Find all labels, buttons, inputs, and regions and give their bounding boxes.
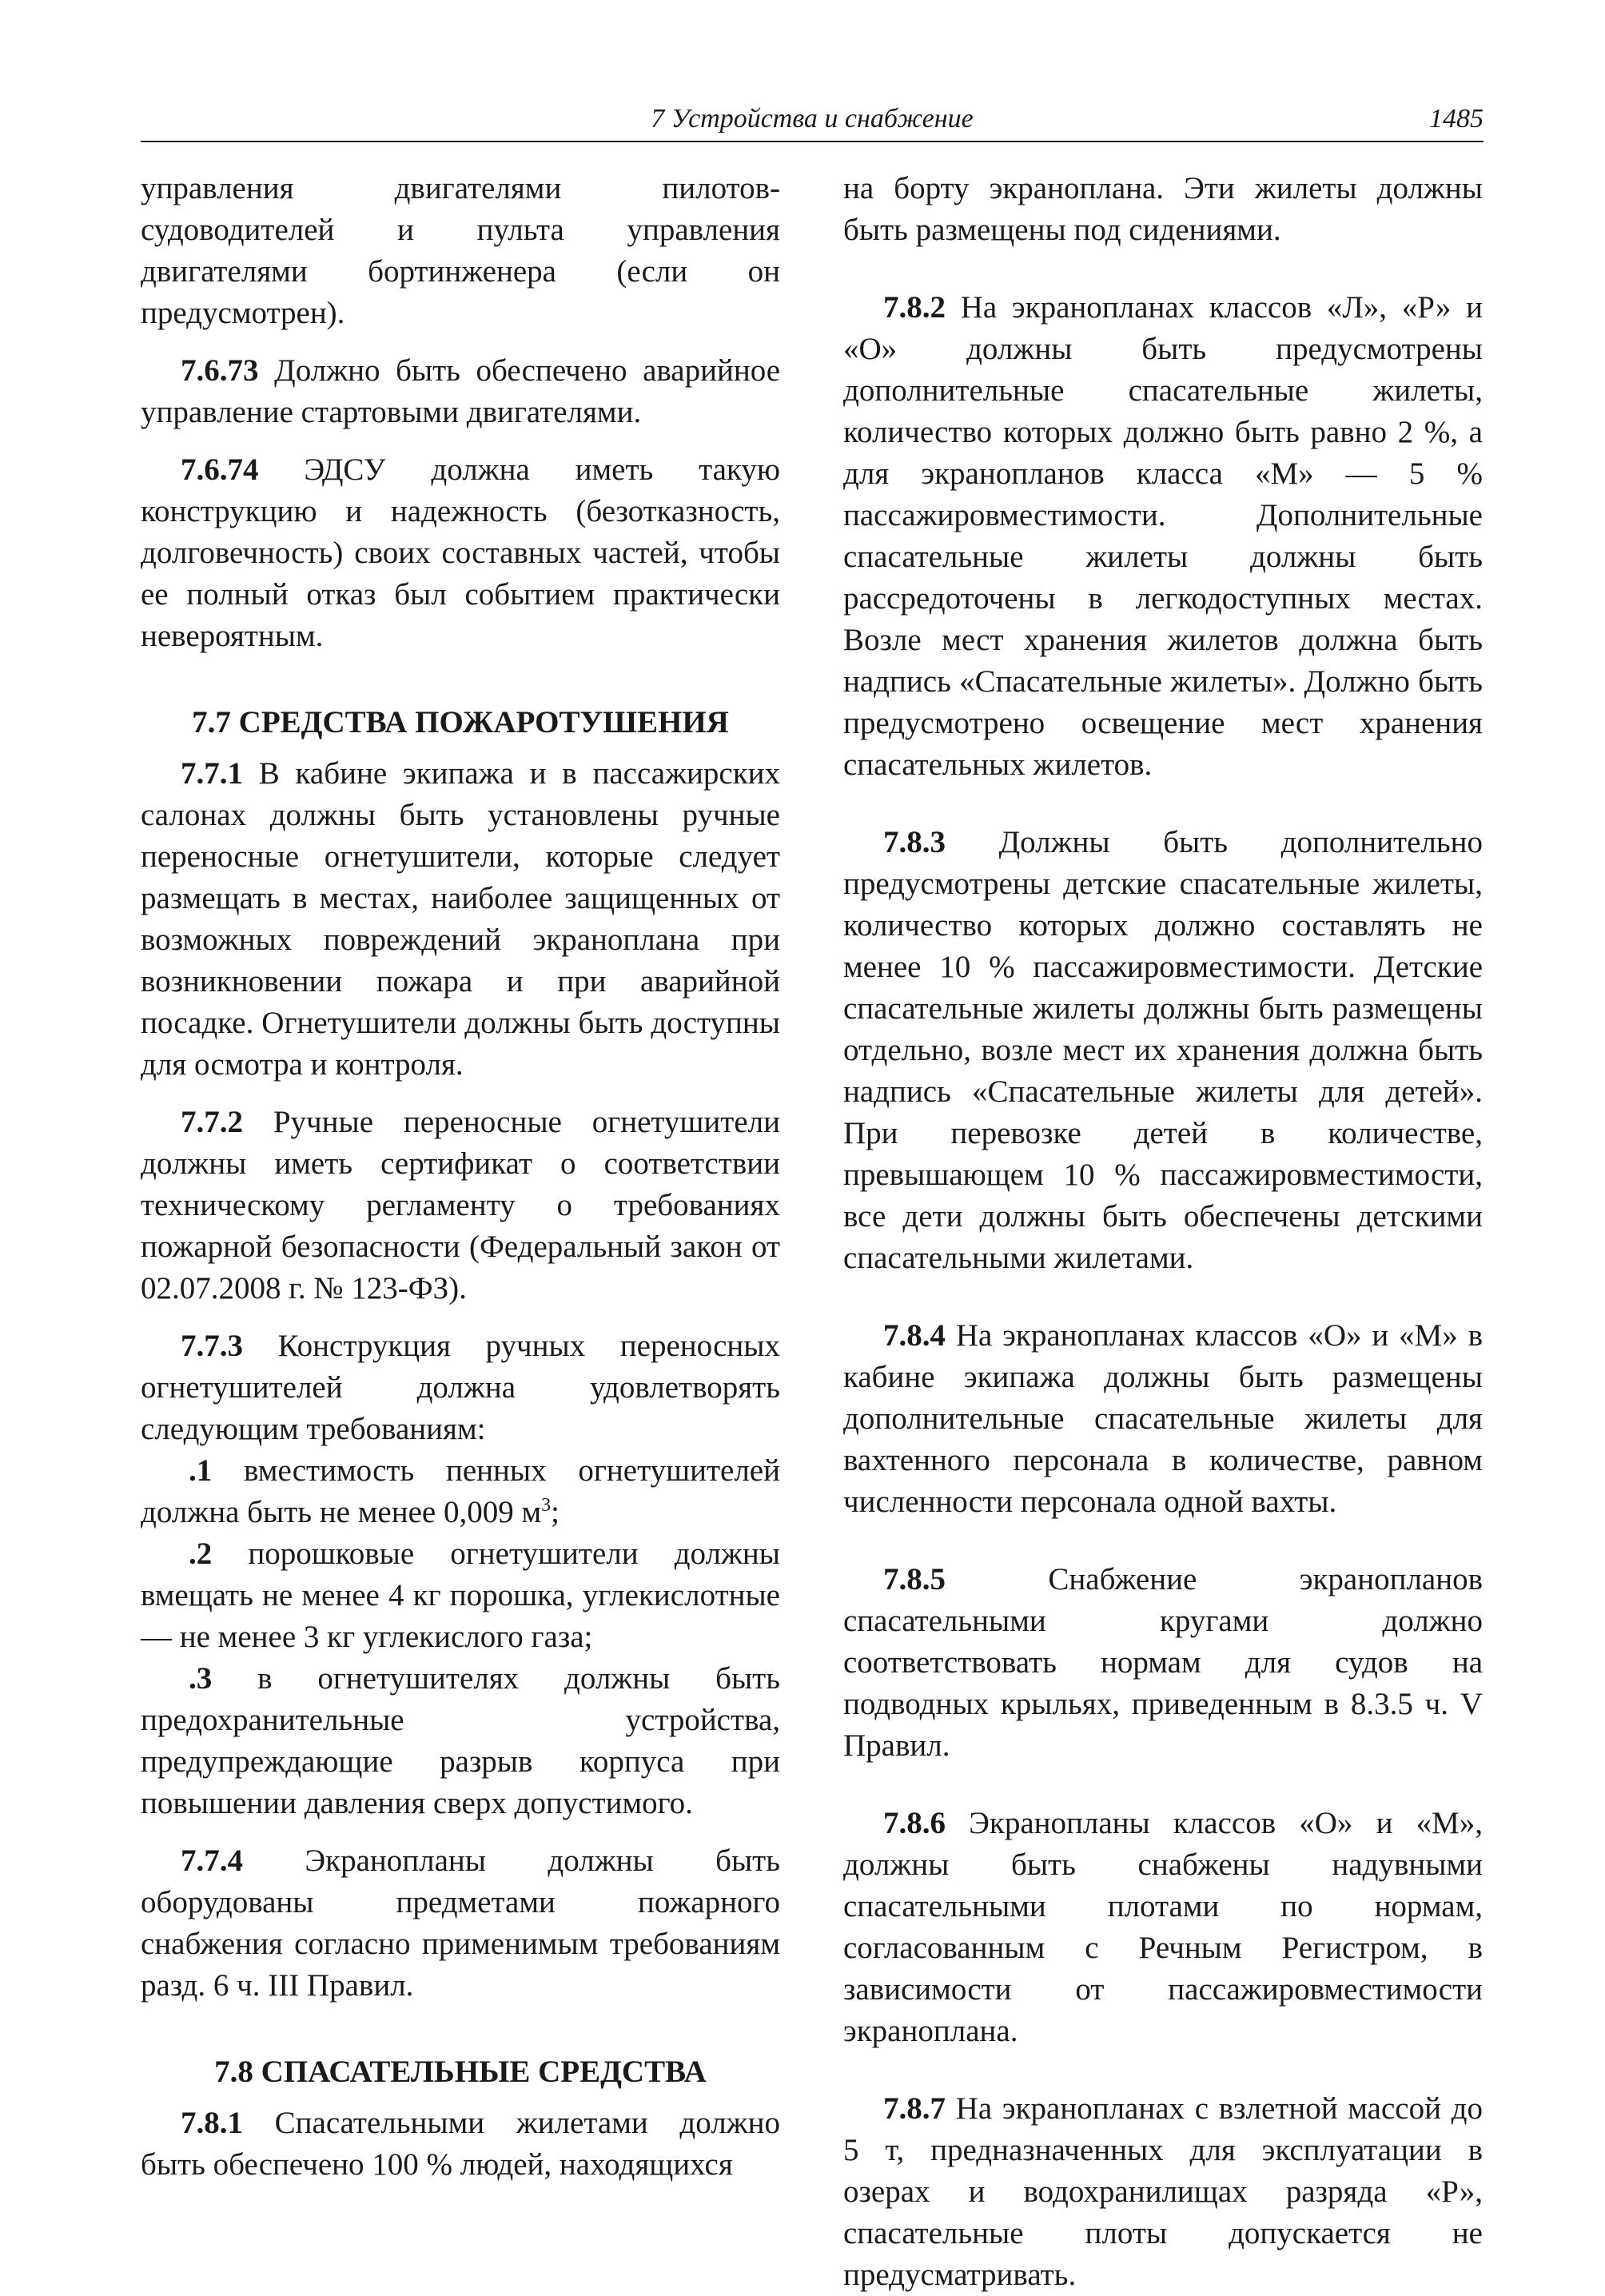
- clause-number: 7.8.6: [883, 1806, 946, 1840]
- paragraph-7-8-3: [843, 822, 1483, 1279]
- clause-text: Спасательными жилетами должно быть обеспечено 100 % людей, находящихся: [141, 2106, 780, 2182]
- clause-text: Экранопланы должны быть оборудованы предметами пожарного снабжения согласно применимым требованиям разд. 6 ч. III Правил.: [141, 1844, 780, 2003]
- item-text: в огнетушителях должны быть предохранительные устройства, предупреждающие разрыв корпуса при повышении давления сверх допустимого.: [141, 1661, 781, 1820]
- clause-number: 7.8.5: [883, 1562, 946, 1596]
- paragraph-7-8-4: [843, 1315, 1483, 1523]
- paragraph-7-7-1: [141, 753, 780, 1086]
- section-heading-7-8: 7.8 СПАСАТЕЛЬНЫЕ СРЕДСТВА: [214, 2055, 707, 2089]
- paragraph-7-8-7: [843, 2088, 1483, 2296]
- paragraph-7-8-2: [843, 287, 1483, 786]
- item-number: .3: [189, 1661, 213, 1696]
- clause-text: На экранопланах с взлетной массой до 5 т, предназначенных для эксплуатации в озерах и водохранилищах разряда «Р», спасательные плоты допускается не предусматривать.: [843, 2091, 1483, 2292]
- clause-number: 7.8.2: [883, 290, 946, 325]
- list-item-3: [141, 1658, 780, 1824]
- right-column: [843, 168, 1483, 2296]
- paragraph-7-6-74: [141, 449, 780, 657]
- clause-number: 7.7.3: [181, 1329, 243, 1363]
- paragraph-continued: управления двигателями пилотов-судоводителей и пульта управления двигателями бортинженера (если он предусмотрен).: [141, 171, 780, 330]
- clause-number: 7.8.4: [883, 1318, 946, 1353]
- list-item-2: [141, 1533, 780, 1658]
- clause-number: 7.7.2: [181, 1105, 243, 1139]
- clause-text: Экранопланы классов «О» и «М», должны быть снабжены надувными спасательными плотами по нормам, согласованным с Речным Регистром, в зависимости от пассажировместимости экраноплана.: [843, 1806, 1484, 2048]
- clause-text: Должны быть дополнительно предусмотрены детские спасательные жилеты, количество которых должно составлять не менее 10 % пассажировместимости. Детские спасательные жилеты должны быть размещены отдельно, возле мест их хранения должна быть надпись «Спасательные жилеты для детей». При перевозке детей в количестве, превышающем 10 % пассажировместимости, все дети должны быть обеспечены детскими спасательными жилетами.: [843, 825, 1483, 1275]
- list-item-1: [141, 1450, 780, 1533]
- clause-text: Ручные переносные огнетушители должны иметь сертификат о соответствии техническому регламенту о требованиях пожарной безопасности (Федеральный закон от 02.07.2008 г. № 123-ФЗ).: [141, 1105, 780, 1305]
- paragraph-7-7-2: [141, 1102, 780, 1309]
- clause-text: Конструкция ручных переносных огнетушителей должна удовлетворять следующим требованиям:: [141, 1329, 781, 1446]
- header-section-title: 7 Устройства и снабжение: [651, 104, 974, 134]
- section-heading-7-7: 7.7 СРЕДСТВА ПОЖАРОТУШЕНИЯ: [192, 705, 729, 739]
- running-header: [141, 102, 1484, 142]
- clause-number: 7.8.3: [883, 825, 946, 859]
- paragraph-7-6-73: [141, 350, 780, 433]
- paragraph-7-8-6: [843, 1803, 1483, 2052]
- item-tail: ;: [551, 1495, 560, 1529]
- page-number: 1485: [1429, 104, 1484, 134]
- clause-number: 7.8.1: [181, 2106, 243, 2140]
- paragraph-7-7-4: [141, 1840, 780, 2007]
- item-number: .2: [189, 1537, 213, 1571]
- paragraph-7-8-5: [843, 1559, 1483, 1767]
- clause-number: 7.6.74: [181, 452, 259, 487]
- paragraph-continued: на борту экраноплана. Эти жилеты должны быть размещены под сидениями.: [843, 171, 1483, 247]
- clause-text: В кабине экипажа и в пассажирских салонах должны быть установлены ручные переносные огнетушители, которые следует размещать в местах, наиболее защищенных от возможных повреждений экраноплана при возникновении пожара и при аварийной посадке. Огнетушители должны быть доступны для осмотра и контроля.: [141, 756, 781, 1082]
- clause-number: 7.7.1: [181, 756, 243, 791]
- item-text: порошковые огнетушители должны вмещать не менее 4 кг порошка, углекислотные — не менее 3 кг углекислого газа;: [141, 1537, 781, 1654]
- clause-text: Должно быть обеспечено аварийное управление стартовыми двигателями.: [141, 353, 781, 429]
- item-text: вместимость пенных огнетушителей должна быть не менее 0,009 м: [141, 1453, 780, 1529]
- clause-text: На экранопланах классов «Л», «Р» и «О» должны быть предусмотрены дополнительные спасательные жилеты, количество которых должно быть равно 2 %, а для экранопланов класса «М» — 5 % пассажировместимости. Дополнительные спасательные жилеты должны быть рассредоточены в легкодоступных местах. Возле мест хранения жилетов должна быть надпись «Спасательные жилеты». Должно быть предусмотрено освещение мест хранения спасательных жилетов.: [843, 290, 1484, 782]
- paragraph-7-8-1: [141, 2103, 780, 2186]
- item-number: .1: [189, 1453, 213, 1488]
- clause-text: На экранопланах классов «О» и «М» в кабине экипажа должны быть размещены дополнительные спасательные жилеты для вахтенного персонала в количестве, равном численности персонала одной вахты.: [843, 1318, 1483, 1519]
- paragraph-7-7-3: [141, 1325, 780, 1450]
- superscript: 3: [541, 1495, 552, 1516]
- clause-text: Снабжение экранопланов спасательными кругами должно соответствовать нормам для судов на подводных крыльях, приведенным в 8.3.5 ч. V Правил.: [843, 1562, 1483, 1763]
- clause-text: ЭДСУ должна иметь такую конструкцию и надежность (безотказность, долговечность) своих составных частей, чтобы ее полный отказ был событием практически невероятным.: [141, 452, 781, 653]
- clause-number: 7.7.4: [181, 1844, 243, 1878]
- left-column: [141, 168, 780, 2186]
- clause-number: 7.6.73: [181, 353, 259, 388]
- clause-number: 7.8.7: [883, 2091, 946, 2126]
